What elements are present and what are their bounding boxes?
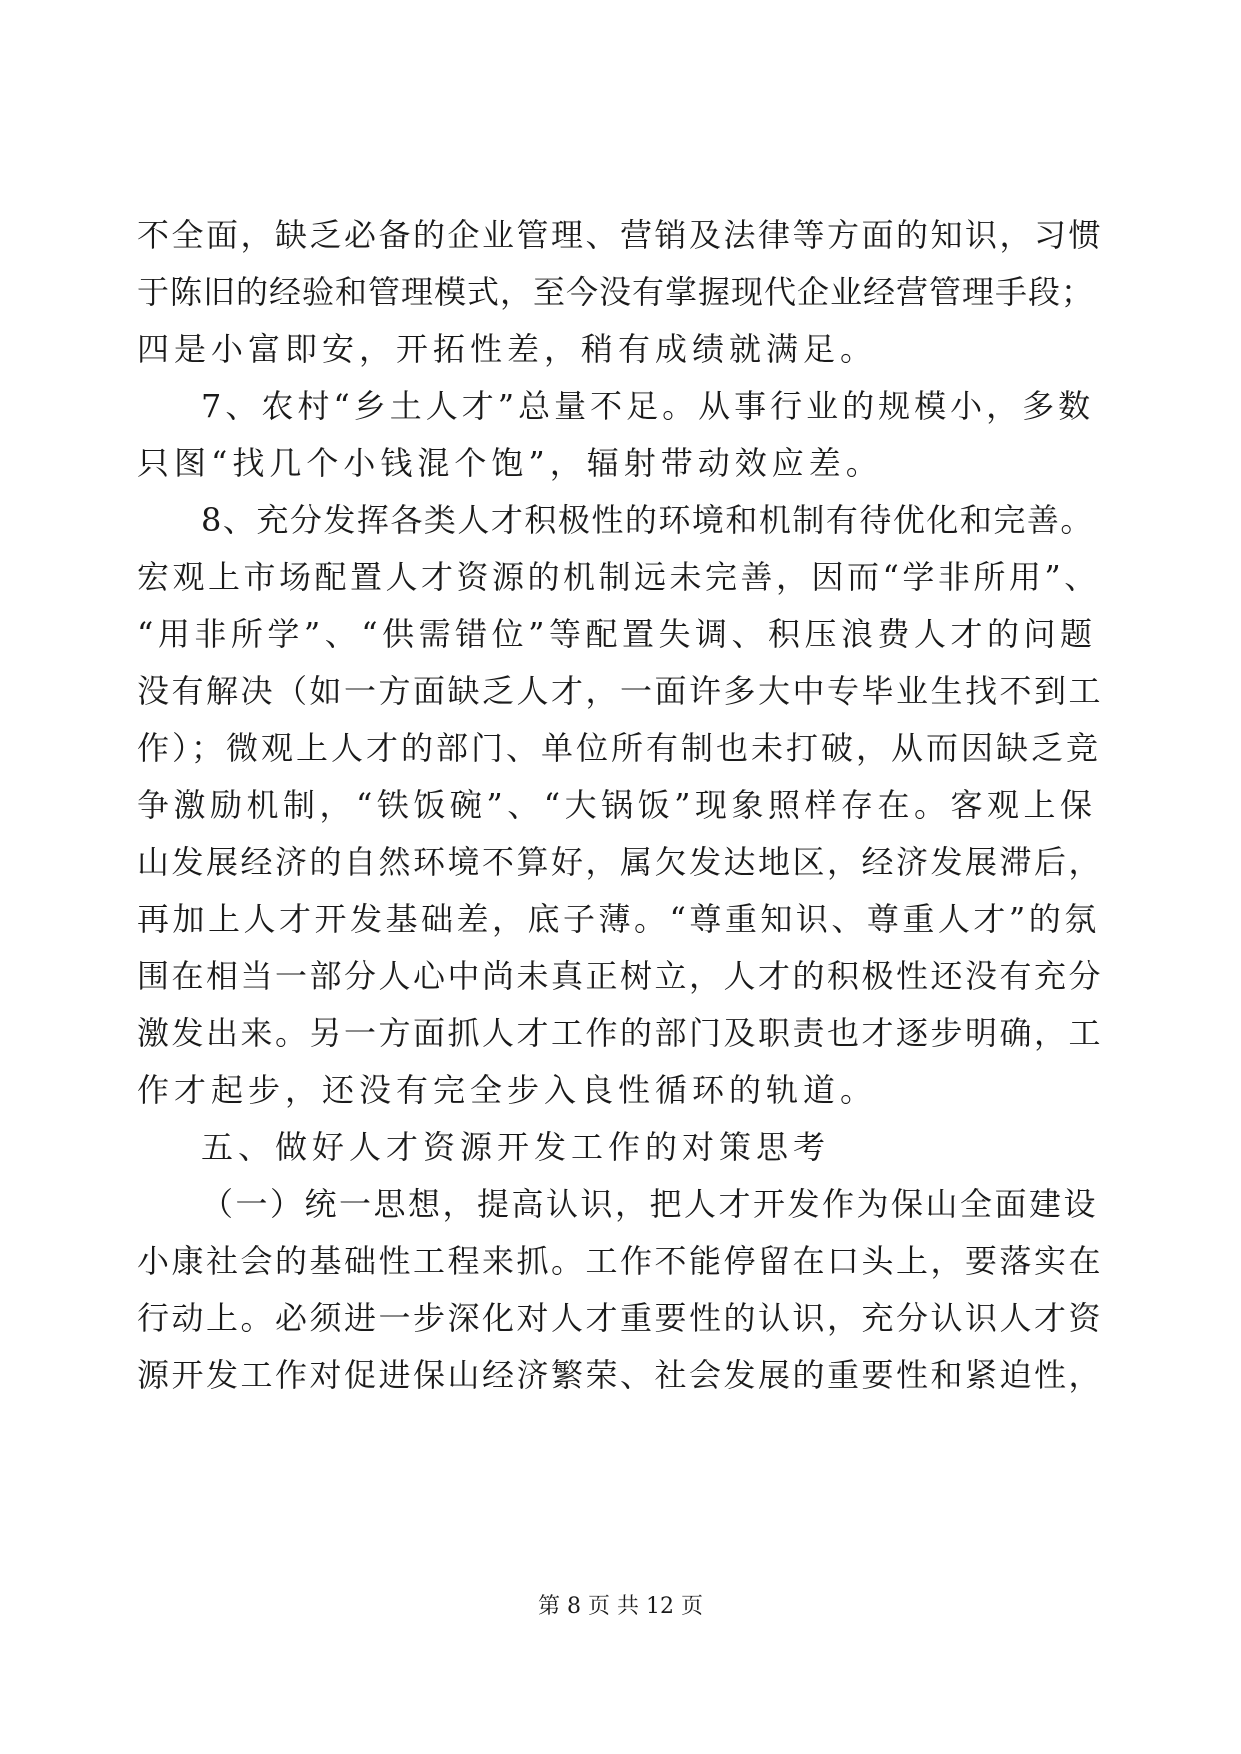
paragraph-start-line: 7、农村“乡土人才”总量不足。从事行业的规模小，多数 (201, 387, 1095, 425)
paragraph-start-line: （一）统一思想，提高认识，把人才开发作为保山全面建设 (201, 1185, 1099, 1223)
body-line: 激发出来。另一方面抓人才工作的部门及职责也才逐步明确，工 (137, 1014, 1104, 1052)
body-line: 行动上。必须进一步深化对人才重要性的认识，充分认识人才资 (137, 1299, 1104, 1337)
body-line: 围在相当一部分人心中尚未真正树立，人才的积极性还没有充分 (137, 957, 1104, 995)
body-line: 争激励机制，“铁饭碗”、“大锅饭”现象照样存在。客观上保 (137, 786, 1097, 824)
body-line: 只图“找几个小钱混个饱”，辐射带动效应差。 (137, 444, 883, 482)
body-line: 四是小富即安，开拓性差，稍有成绩就满足。 (137, 330, 878, 368)
body-line: 不全面，缺乏必备的企业管理、营销及法律等方面的知识，习惯 (137, 216, 1104, 254)
body-line: 没有解决（如一方面缺乏人才，一面许多大中专毕业生找不到工 (137, 672, 1104, 710)
section-heading: 五、做好人才资源开发工作的对策思考 (201, 1128, 831, 1166)
body-line: “用非所学”、“供需错位”等配置失调、积压浪费人才的问题 (137, 615, 1097, 653)
body-line: 山发展经济的自然环境不算好，属欠发达地区，经济发展滞后， (137, 843, 1104, 881)
body-line: 作才起步，还没有完全步入良性循环的轨道。 (137, 1071, 878, 1109)
body-line: 再加上人才开发基础差，底子薄。“尊重知识、尊重人才”的氛 (137, 900, 1100, 938)
body-line: 小康社会的基础性工程来抓。工作不能停留在口头上，要落实在 (137, 1242, 1104, 1280)
paragraph-start-line: 8、充分发挥各类人才积极性的环境和机制有待优化和完善。 (201, 501, 1094, 539)
body-line: 作）；微观上人才的部门、单位所有制也未打破，从而因缺乏竞 (137, 729, 1102, 767)
page-footer: 第 8 页 共 12 页 (538, 1594, 703, 1619)
body-line: 于陈旧的经验和管理模式，至今没有掌握现代企业经营管理手段； (137, 273, 1095, 311)
body-line: 源开发工作对促进保山经济繁荣、社会发展的重要性和紧迫性， (137, 1356, 1104, 1394)
body-line: 宏观上市场配置人才资源的机制远未完善，因而“学非所用”、 (137, 558, 1100, 596)
